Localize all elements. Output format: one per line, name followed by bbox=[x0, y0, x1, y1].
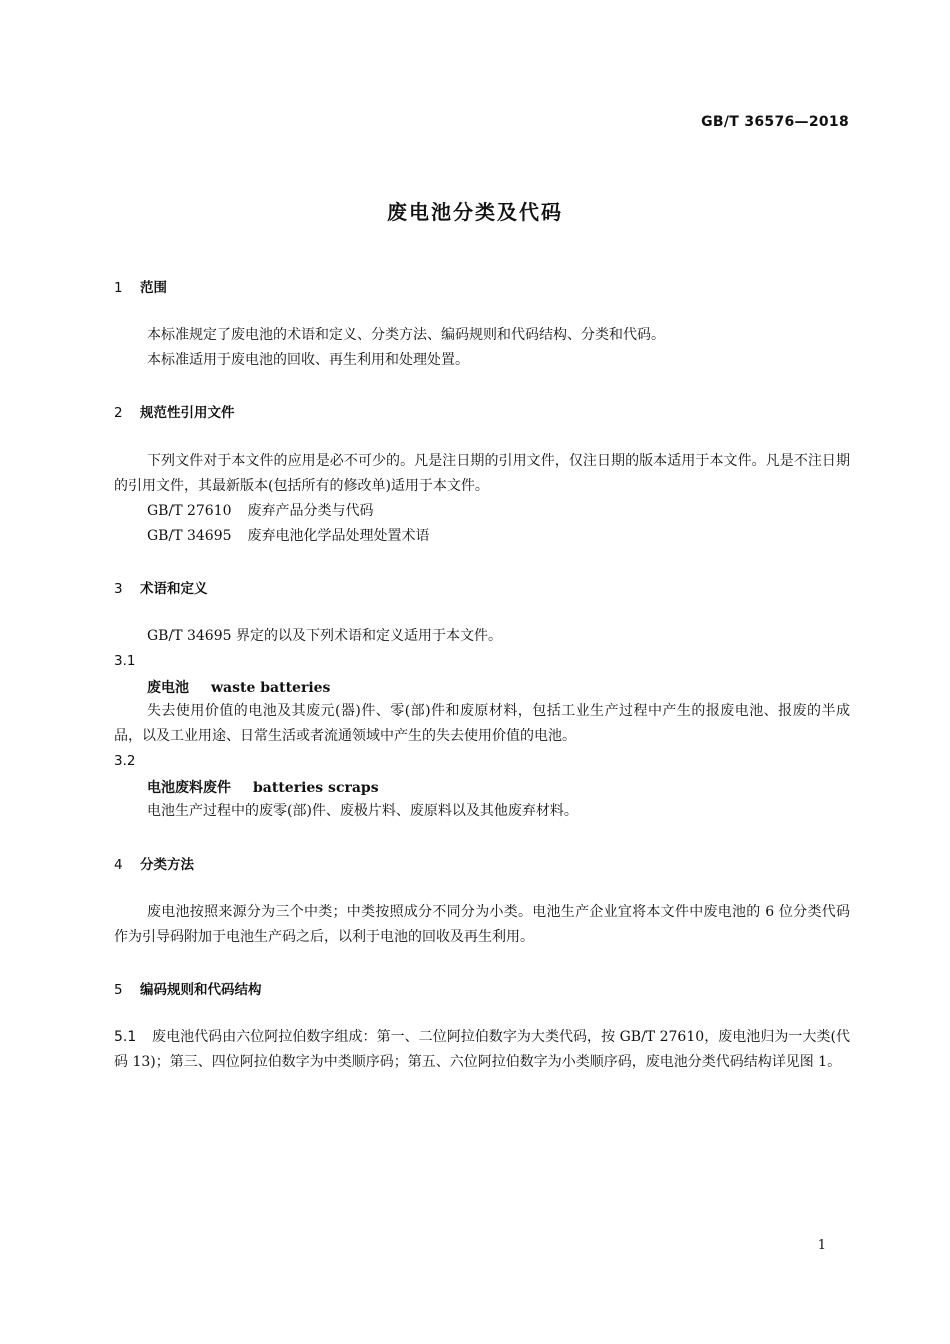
section-2-paragraph-1: 下列文件对于本文件的应用是必不可少的。凡是注日期的引用文件，仅注日期的版本适用于本文件。凡是不注日期的引用文件，其最新版本(包括所有的修改单)适用于本文件。 bbox=[114, 453, 850, 494]
section-1-paragraph-2: 本标准适用于废电池的回收、再生利用和处理处置。 bbox=[147, 352, 469, 368]
section-1-heading bbox=[114, 276, 850, 296]
section-4-paragraph-1: 废电池按照来源分为三个中类；中类按照成分不同分为小类。电池生产企业宜将本文件中废电池的 6 位分类代码作为引导码附加于电池生产码之后，以利于电池的回收及再生利用。 bbox=[114, 904, 850, 945]
term-english: waste batteries bbox=[211, 680, 331, 696]
section-title: 编码规则和代码结构 bbox=[140, 982, 262, 998]
document-title: 废电池分类及代码 bbox=[387, 200, 563, 224]
clause-text: 废电池代码由六位阿拉伯数字组成：第一、二位阿拉伯数字为大类代码，按 GB/T 27610，废电池归为一大类(代码 13)；第三、四位阿拉伯数字为中类顺序码；第五、六位阿拉伯数字为小类顺序码，废电池分类代码结构详见图 1。 bbox=[114, 1029, 850, 1070]
section-title: 规范性引用文件 bbox=[140, 405, 235, 421]
section-3-intro: GB/T 34695 界定的以及下列术语和定义适用于本文件。 bbox=[147, 628, 502, 644]
clause-5-1 bbox=[114, 1025, 850, 1075]
term-number: 3.2 bbox=[114, 753, 136, 769]
section-title: 术语和定义 bbox=[140, 581, 208, 597]
section-2-heading bbox=[114, 401, 850, 421]
reference-code: GB/T 34695 bbox=[147, 528, 232, 544]
section-title: 分类方法 bbox=[140, 857, 194, 873]
section-3-heading bbox=[114, 577, 850, 597]
section-number: 1 bbox=[114, 280, 123, 296]
section-title: 范围 bbox=[140, 280, 167, 296]
term-number: 3.1 bbox=[114, 653, 136, 669]
reference-name: 废弃产品分类与代码 bbox=[247, 503, 374, 519]
section-number: 4 bbox=[114, 857, 123, 873]
clause-number: 5.1 bbox=[114, 1029, 137, 1045]
term-chinese: 电池废料废件 bbox=[147, 780, 231, 796]
section-number: 3 bbox=[114, 581, 123, 597]
section-4-heading bbox=[114, 853, 850, 873]
page-number: 1 bbox=[817, 1238, 826, 1253]
term-entry bbox=[114, 777, 883, 797]
standard-code: GB/T 36576—2018 bbox=[701, 114, 849, 130]
section-1-paragraph-1: 本标准规定了废电池的术语和定义、分类方法、编码规则和代码结构、分类和代码。 bbox=[147, 327, 665, 343]
term-definition: 电池生产过程中的废零(部)件、废极片料、废原料以及其他废弃材料。 bbox=[147, 803, 578, 819]
section-number: 2 bbox=[114, 405, 123, 421]
reference-item bbox=[114, 499, 883, 524]
term-english: batteries scraps bbox=[253, 780, 379, 796]
term-chinese: 废电池 bbox=[147, 680, 189, 696]
section-5-heading bbox=[114, 978, 850, 998]
section-number: 5 bbox=[114, 982, 123, 998]
reference-code: GB/T 27610 bbox=[147, 503, 232, 519]
term-definition: 失去使用价值的电池及其废元(器)件、零(部)件和废原材料，包括工业生产过程中产生的报废电池、报废的半成品，以及工业用途、日常生活或者流通领域中产生的失去使用价值的电池。 bbox=[114, 703, 850, 744]
reference-item bbox=[114, 524, 883, 549]
reference-name: 废弃电池化学品处理处置术语 bbox=[247, 528, 430, 544]
term-entry bbox=[114, 677, 883, 697]
